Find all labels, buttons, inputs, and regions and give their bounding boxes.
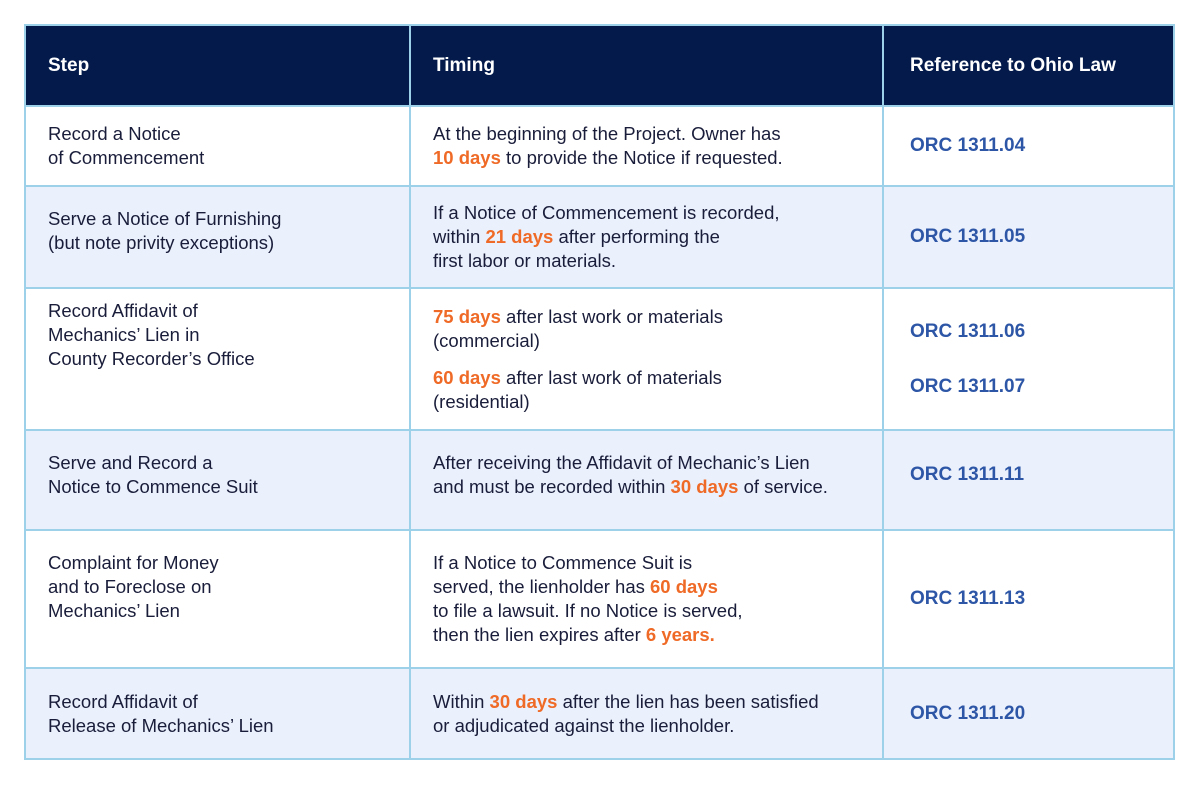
step-line: Notice to Commence Suit	[48, 476, 258, 497]
step-line: Mechanics’ Lien in	[48, 324, 200, 345]
table-header	[26, 26, 1173, 105]
timing-text: after performing the	[553, 226, 720, 247]
step-line: Record a Notice	[48, 123, 181, 144]
timing-cell	[409, 187, 882, 287]
timing-line	[433, 329, 860, 353]
timing-text: If a Notice of Commencement is recorded,	[433, 202, 780, 223]
header-step: Step	[48, 54, 90, 76]
timing-line	[433, 714, 860, 738]
timing-line	[433, 146, 860, 170]
timing-line	[433, 225, 860, 249]
step-line: Serve a Notice of Furnishing	[48, 208, 282, 229]
header-timing: Timing	[409, 26, 882, 105]
timing-cell	[409, 531, 882, 667]
table-row	[26, 667, 1173, 758]
step-cell	[26, 431, 409, 529]
reference-cell	[882, 107, 1173, 185]
orc-reference: ORC 1311.13	[910, 588, 1026, 609]
step-line: Record Affidavit of	[48, 300, 198, 321]
timing-cell	[409, 107, 882, 185]
highlight-duration: 6 years.	[645, 624, 715, 645]
reference-cell	[882, 187, 1173, 287]
timing-line	[433, 575, 860, 599]
step-cell	[26, 187, 409, 287]
step-line: Release of Mechanics’ Lien	[48, 714, 274, 736]
timing-block	[433, 305, 860, 353]
timing-text: within	[433, 226, 486, 247]
timing-text: (commercial)	[433, 329, 540, 351]
table-row	[26, 105, 1173, 185]
timing-text: of service.	[738, 476, 828, 497]
timing-line	[433, 451, 860, 475]
highlight-duration: 30 days	[670, 476, 739, 497]
timing-text: Within	[433, 690, 490, 712]
timing-line	[433, 623, 860, 647]
timing-block	[433, 366, 860, 414]
step-line: Record Affidavit of	[48, 690, 198, 712]
step-line: Complaint for Money	[48, 552, 219, 573]
timing-line	[433, 551, 860, 575]
step-line: Mechanics’ Lien	[48, 600, 180, 621]
step-cell	[26, 669, 409, 758]
step-line: County Recorder’s Office	[48, 348, 255, 369]
orc-reference: ORC 1311.20	[910, 702, 1026, 724]
orc-reference: ORC 1311.11	[910, 464, 1025, 485]
step-line: and to Foreclose on	[48, 576, 212, 597]
table-row	[26, 185, 1173, 287]
timing-text: after last work or materials	[500, 305, 723, 327]
timing-cell	[409, 669, 882, 758]
reference-cell	[882, 431, 1173, 529]
reference-cell	[882, 531, 1173, 667]
timing-cell	[409, 431, 882, 529]
timing-text: first labor or materials.	[433, 250, 616, 271]
table-row	[26, 529, 1173, 667]
step-cell	[26, 107, 409, 185]
timing-text: At the beginning of the Project. Owner has	[433, 123, 781, 144]
timing-text: After receiving the Affidavit of Mechanic’s Lien	[433, 452, 810, 473]
orc-reference: ORC 1311.04	[910, 135, 1026, 156]
timing-text: If a Notice to Commence Suit is	[433, 552, 693, 573]
timing-text: after last work of materials	[500, 366, 722, 388]
reference-cell	[882, 289, 1173, 429]
timing-line	[433, 475, 860, 499]
timing-text: or adjudicated against the lienholder.	[433, 714, 735, 736]
highlight-duration: 10 days	[433, 147, 501, 168]
orc-reference: ORC 1311.05	[910, 226, 1026, 247]
timing-text: to file a lawsuit. If no Notice is served,	[433, 600, 743, 621]
highlight-duration: 60 days	[433, 366, 501, 388]
step-cell	[26, 531, 409, 667]
table-row	[26, 429, 1173, 529]
orc-reference: ORC 1311.06	[910, 320, 1026, 342]
orc-reference: ORC 1311.07	[910, 375, 1026, 397]
timing-text: after the lien has been satisfied	[557, 690, 819, 712]
timing-text: to provide the Notice if requested.	[500, 147, 783, 168]
highlight-duration: 75 days	[433, 305, 501, 327]
timing-line	[433, 366, 860, 390]
highlight-duration: 30 days	[489, 690, 558, 712]
timing-text: (residential)	[433, 390, 530, 412]
step-line: (but note privity exceptions)	[48, 232, 275, 253]
timing-line	[433, 390, 860, 414]
timing-line	[433, 690, 860, 714]
highlight-duration: 60 days	[650, 576, 718, 597]
timing-line	[433, 201, 860, 225]
reference-cell	[882, 669, 1173, 758]
ohio-lien-table	[24, 24, 1175, 760]
timing-text: served, the lienholder has	[433, 576, 650, 597]
timing-line	[433, 599, 860, 623]
step-line: of Commencement	[48, 147, 205, 168]
header-reference: Reference to Ohio Law	[882, 26, 1173, 105]
highlight-duration: 21 days	[485, 226, 554, 247]
step-cell	[26, 289, 409, 429]
timing-line	[433, 305, 860, 329]
table-row	[26, 287, 1173, 429]
timing-line	[433, 122, 860, 146]
timing-text: then the lien expires after	[433, 624, 646, 645]
timing-line	[433, 249, 860, 273]
step-line: Serve and Record a	[48, 452, 213, 473]
timing-text: and must be recorded within	[433, 476, 671, 497]
timing-cell	[409, 289, 882, 429]
